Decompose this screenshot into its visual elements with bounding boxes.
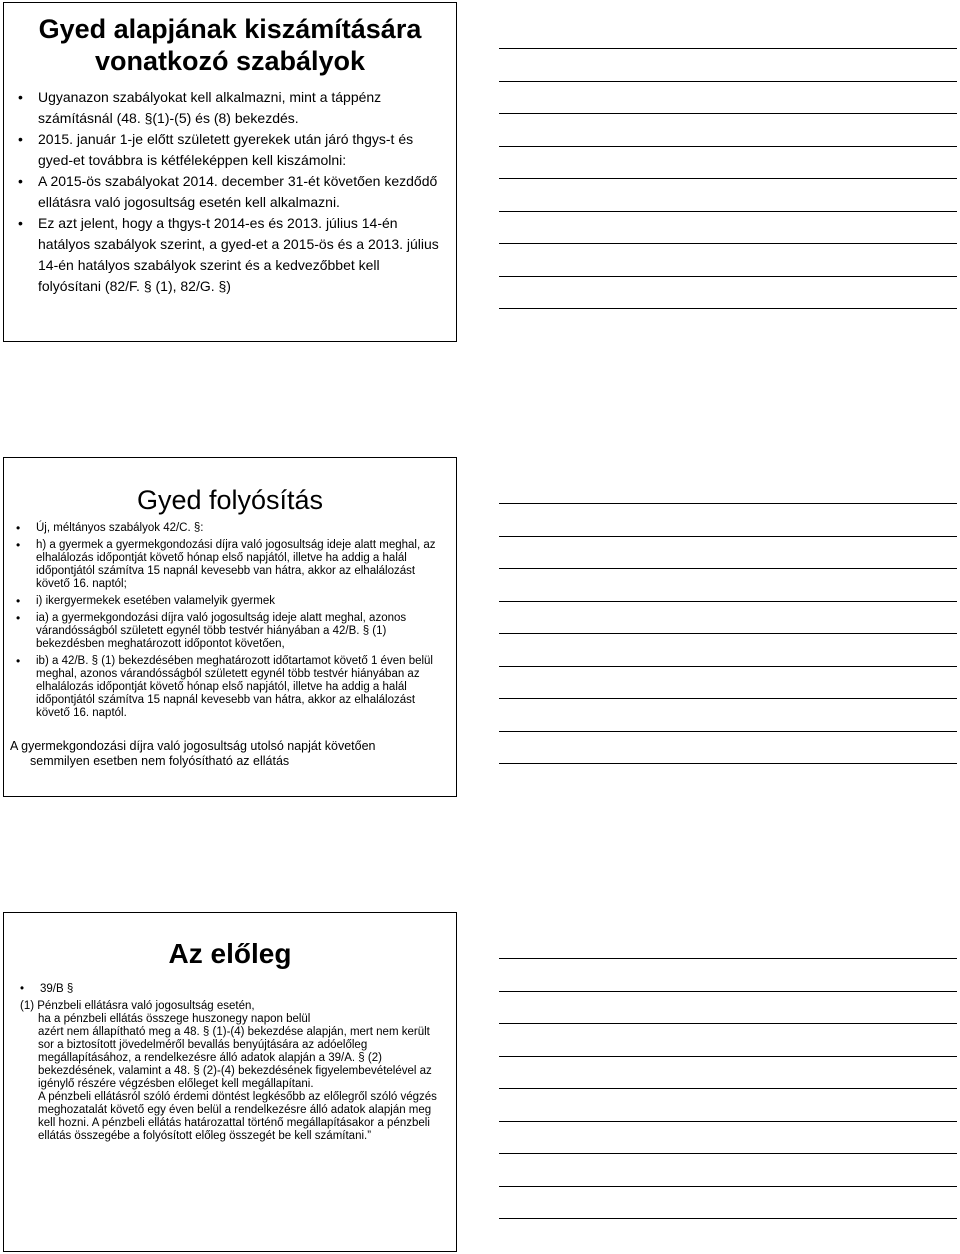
note-line	[499, 1023, 957, 1024]
slide-footnote	[10, 739, 450, 769]
list-item: • ib) a 42/B. § (1) bekezdésében meghatározott időtartamot követő 1 éven belül meghal, azonos várandósságból született egynél több testvér hiányában az elhalálozás időpontját követő hónap első napjától, illetve ha addig a halál időpontjától számítva 15 napnál kevesebb van hátra, akkor az elhalálozást követő 16. naptól.	[16, 654, 433, 719]
note-line	[499, 1121, 957, 1122]
slide-body	[20, 983, 446, 1143]
bullet-icon: •	[16, 654, 21, 668]
note-line	[499, 1056, 957, 1057]
footnote-line: A gyermekgondozási díjra való jogosultság utolsó napját követően	[10, 739, 376, 753]
paragraph: (1) Pénzbeli ellátásra való jogosultság esetén,	[20, 1000, 255, 1012]
note-line	[499, 1218, 957, 1219]
bullet-icon: •	[18, 89, 23, 105]
bullet-icon: •	[20, 983, 25, 995]
note-line	[499, 243, 957, 244]
bullet-icon: •	[18, 173, 23, 189]
note-line	[499, 276, 957, 277]
note-line	[499, 698, 957, 699]
slide-title: Gyed alapjának kiszámítására vonatkozó szabályok	[38, 14, 422, 76]
note-line	[499, 991, 957, 992]
note-line	[499, 763, 957, 764]
note-line	[499, 536, 957, 537]
list-item: • Ugyanazon szabályokat kell alkalmazni, mint a táppénz számításnál (48. §(1)-(5) és (8) bekezdés.	[18, 89, 382, 126]
slide-title: Az előleg	[168, 938, 292, 969]
slide-gyed-alap	[3, 2, 457, 342]
paragraph: ha a pénzbeli ellátás összege huszonegy napon belül	[38, 1013, 311, 1025]
bullet-icon: •	[18, 215, 23, 231]
note-line	[499, 731, 957, 732]
bullet-list	[18, 87, 442, 297]
note-line	[499, 1088, 957, 1089]
paragraph: A pénzbeli ellátásról szóló érdemi döntést legkésőbb az előlegről szóló végzés meghozatalát követő egy éven belül a rendelkezésre álló adatok alapján meg kell hozni. A pénzbeli ellátás határozattal történő megállapításakor a pénzbeli ellátás összegébe a folyósított előleg összegét be kell számítani.”	[38, 1091, 437, 1142]
list-item: • i) ikergyermekek esetében valamelyik gyermek	[16, 594, 276, 608]
list-item: • Ez azt jelent, hogy a thgys-t 2014-es és 2013. július 14-én hatályos szabályok szerint, a gyed-et a 2015-ös és a 2013. július 14-én hatályos szabályok szerint és a kedvezőbbet kell folyósítani (82/F. § (1), 82/G. §)	[18, 215, 439, 294]
bullet-icon: •	[16, 521, 21, 535]
slide-title: Gyed folyósítás	[136, 485, 324, 515]
note-line	[499, 308, 957, 309]
bullet-icon: •	[18, 131, 23, 147]
slide-gyed-folyositas	[3, 457, 457, 797]
list-item: • 2015. január 1-je előtt született gyerekek után járó thgys-t és gyed-et továbbra is kétféleképpen kell kiszámolni:	[18, 131, 414, 168]
bullet-icon: •	[16, 538, 21, 552]
bullet-icon: •	[16, 611, 21, 625]
note-line	[499, 503, 957, 504]
paragraph: azért nem állapítható meg a 48. § (1)-(4) bekezdése alapján, mert nem került sor a biztosított jövedelméről bevallás benyújtására az adóelőleg megállapításához, a rendelkezésre álló adatok alapján a 39/A. § (2) bekezdésének, valamint a 48. § (2)-(4) bekezdésének figyelembevételével az igénylő részére végzésben előleget kell megállapítani.	[38, 1026, 432, 1090]
note-line	[499, 666, 957, 667]
note-line	[499, 113, 957, 114]
note-line	[499, 146, 957, 147]
note-line	[499, 1153, 957, 1154]
list-item: • h) a gyermek a gyermekgondozási díjra való jogosultság ideje alatt meghal, az elhalálozás időpontját követő hónap első napjától, illetve ha addig a halál időpontjától számítva 15 napnál kevesebb van hátra, akkor az elhalálozást követő 16. naptól;	[16, 538, 436, 590]
note-line	[499, 178, 957, 179]
note-line	[499, 633, 957, 634]
bullet-list	[16, 522, 444, 720]
note-line	[499, 48, 957, 49]
list-item: • 39/B §	[20, 983, 74, 995]
list-item: • Új, méltányos szabályok 42/C. §:	[16, 521, 204, 535]
list-item: • ia) a gyermekgondozási díjra való jogosultság ideje alatt meghal, azonos várandósságból született egynél több testvér hiányában a 42/B. § (1) bekezdésben meghatározott időpontot követően,	[16, 611, 407, 650]
bullet-icon: •	[16, 594, 21, 608]
note-line	[499, 568, 957, 569]
note-line	[499, 81, 957, 82]
note-line	[499, 211, 957, 212]
note-line	[499, 958, 957, 959]
list-item: • A 2015-ös szabályokat 2014. december 31-ét követően kezdődő ellátásra való jogosultság esetén kell alkalmazni.	[18, 173, 438, 210]
slide-az-eloleg	[3, 912, 457, 1252]
note-line	[499, 601, 957, 602]
note-line	[499, 1186, 957, 1187]
footnote-line: semmilyen esetben nem folyósítható az ellátás	[30, 754, 290, 768]
